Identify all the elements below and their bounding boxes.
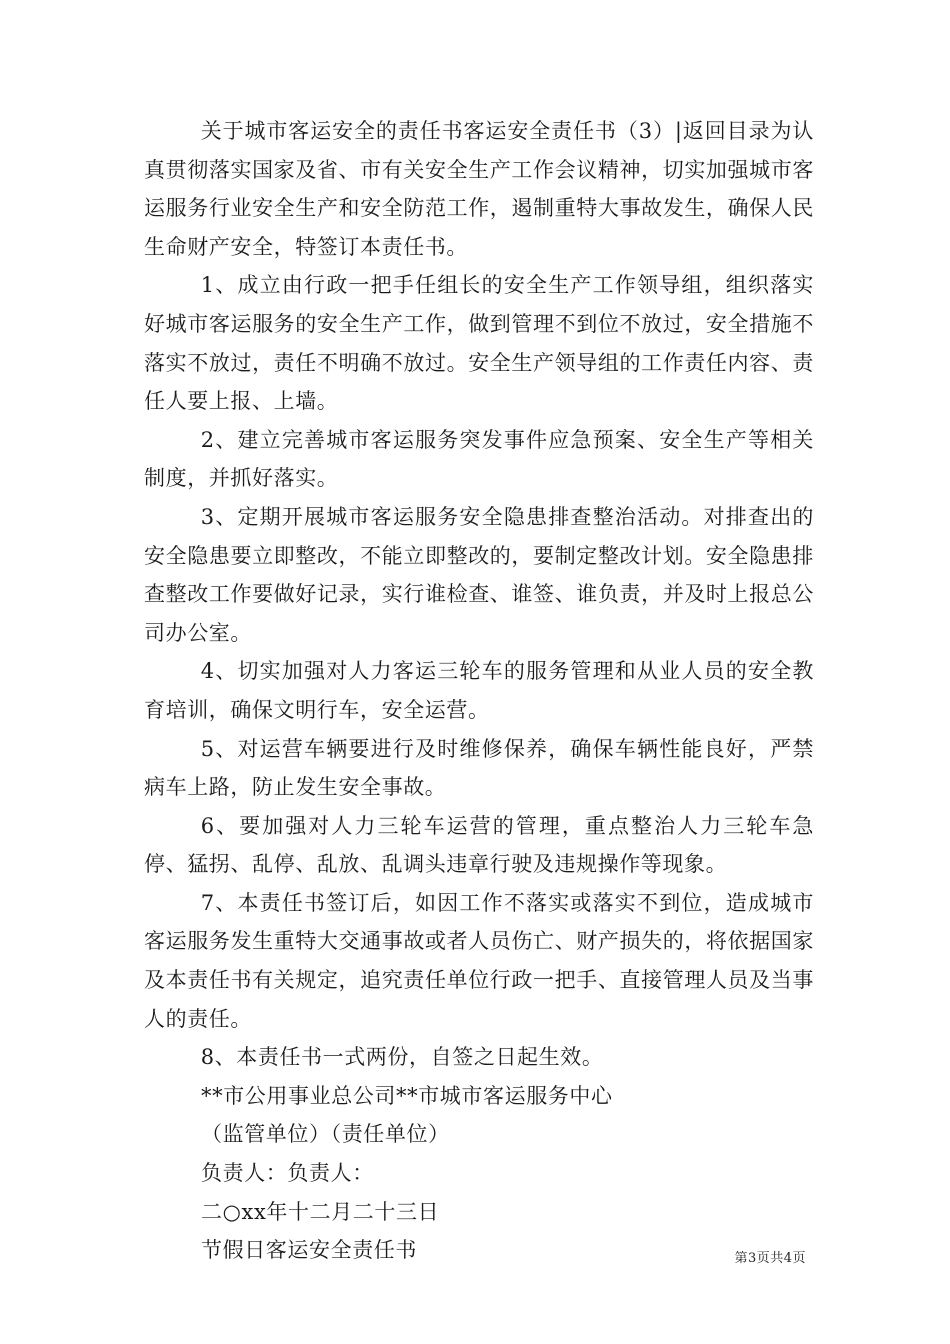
clause-7: 7、本责任书签订后，如因工作不落实或落实不到位，造成城市客运服务发生重特大交通事故或者人员伤亡、财产损失的，将依据国家及本责任书有关规定，追究责任单位行政一把手、直接管理人员及当事人的责任。 bbox=[144, 890, 814, 1031]
signature-responsible-persons: 负责人：负责人： bbox=[201, 1161, 374, 1186]
clause-5: 5、对运营车辆要进行及时维修保养，确保车辆性能良好，严禁病车上路，防止发生安全事故。 bbox=[144, 736, 814, 800]
page-number: 第3页共4页 bbox=[734, 1251, 806, 1266]
next-section-title: 节假日客运安全责任书 bbox=[201, 1238, 417, 1263]
clause-8: 8、本责任书一式两份，自签之日起生效。 bbox=[200, 1045, 604, 1070]
signature-organizations: **市公用事业总公司**市城市客运服务中心 bbox=[201, 1083, 613, 1108]
clause-4: 4、切实加强对人力客运三轮车的服务管理和从业人员的安全教育培训，确保文明行车，安全运营。 bbox=[144, 659, 814, 722]
signature-unit-roles: （监管单位）（责任单位） bbox=[201, 1122, 450, 1147]
clause-6: 6、要加强对人力三轮车运营的管理，重点整治人力三轮车急停、猛拐、乱停、乱放、乱调头违章行驶及违规操作等现象。 bbox=[144, 813, 814, 877]
intro-paragraph: 关于城市客运安全的责任书客运安全责任书（3）|返回目录为认真贯彻落实国家及省、市有关安全生产工作会议精神，切实加强城市客运服务行业安全生产和安全防范工作，遏制重特大事故发生，确保人民生命财产安全，特签订本责任书。 bbox=[144, 119, 814, 259]
signature-date: 二○xx年十二月二十三日 bbox=[201, 1199, 440, 1224]
clause-1: 1、成立由行政一把手任组长的安全生产工作领导组，组织落实好城市客运服务的安全生产工作，做到管理不到位不放过，安全措施不落实不放过，责任不明确不放过。安全生产领导组的工作责任内容、责任人要上报、上墙。 bbox=[144, 273, 814, 414]
document-body bbox=[144, 112, 814, 1270]
clause-3: 3、定期开展城市客运服务安全隐患排查整治活动。对排查出的安全隐患要立即整改，不能立即整改的，要制定整改计划。安全隐患排查整改工作要做好记录，实行谁检查、谁签、谁负责，并及时上报总公司办公室。 bbox=[144, 504, 814, 645]
clause-2: 2、建立完善城市客运服务突发事件应急预案、安全生产等相关制度，并抓好落实。 bbox=[144, 427, 814, 491]
